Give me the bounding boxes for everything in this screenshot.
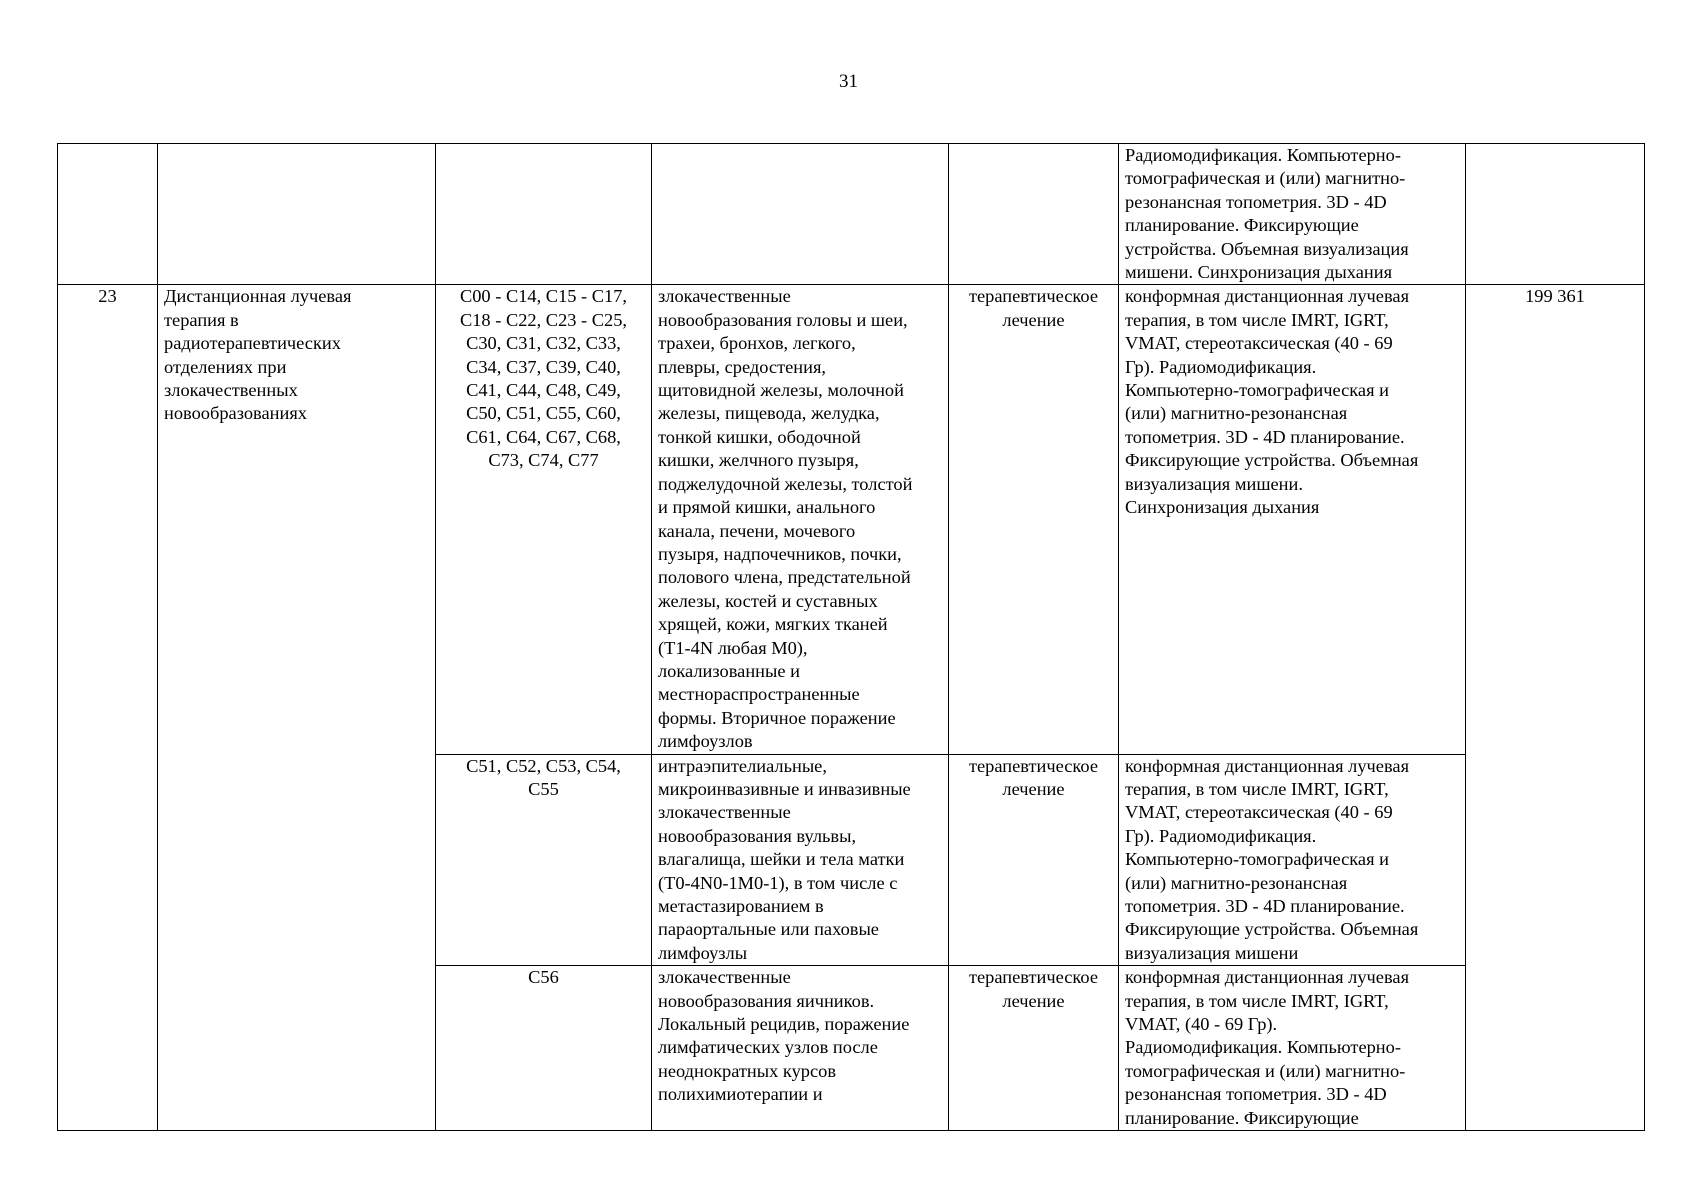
cell-treatment-empty xyxy=(949,144,1119,285)
cell-codes-empty xyxy=(436,144,652,285)
medical-care-table xyxy=(57,143,1645,1131)
cell-row-number: 23 xyxy=(58,285,158,1131)
cell-treatment-method: конформная дистанционная лучевая терапия, в том числе IMRT, IGRT, VMAT, стереотаксическая (40 - 69 Гр). Радиомодификация. Компьютерно-томографическая и (или) магнитно-резонансная топометрия. 3D - 4D планирование. Фиксирующие устройства. Объемная визуализация мишени. Синхронизация дыхания xyxy=(1119,285,1466,754)
cell-treatment-type: терапевтическое лечение xyxy=(949,966,1119,1131)
cell-icd-codes: C51, C52, C53, C54, C55 xyxy=(436,754,652,966)
table-row xyxy=(58,285,1645,754)
page-number: 31 xyxy=(839,71,858,92)
cell-icd-codes: C00 - C14, C15 - C17, C18 - C22, C23 - C25, C30, C31, C32, C33, C34, C37, C39, C40, C41, C44, C48, C49, C50, C51, C55, C60, C61, C64, C67, C68, C73, C74, C77 xyxy=(436,285,652,754)
cell-care-name: Дистанционная лучевая терапия в радиотерапевтических отделениях при злокачественных новообразованиях xyxy=(158,285,436,1131)
cell-treatment-type: терапевтическое лечение xyxy=(949,754,1119,966)
cell-treatment-method: конформная дистанционная лучевая терапия, в том числе IMRT, IGRT, VMAT, (40 - 69 Гр). Радиомодификация. Компьютерно- томографическая и (или) магнитно- резонансная топометрия. 3D - 4D планирование. Фиксирующие xyxy=(1119,966,1466,1131)
table-row-continuation xyxy=(58,144,1645,285)
cell-treatment-type: терапевтическое лечение xyxy=(949,285,1119,754)
cell-treatment-method: конформная дистанционная лучевая терапия, в том числе IMRT, IGRT, VMAT, стереотаксическая (40 - 69 Гр). Радиомодификация. Компьютерно-томографическая и (или) магнитно-резонансная топометрия. 3D - 4D планирование. Фиксирующие устройства. Объемная визуализация мишени xyxy=(1119,754,1466,966)
cell-icd-codes: C56 xyxy=(436,966,652,1131)
cell-method: Радиомодификация. Компьютерно- томографическая и (или) магнитно- резонансная топометрия. 3D - 4D планирование. Фиксирующие устройства. Объемная визуализация мишени. Синхронизация дыхания xyxy=(1119,144,1466,285)
cell-patient-model: злокачественные новообразования головы и шеи, трахеи, бронхов, легкого, плевры, средостения, щитовидной железы, молочной железы, пищевода, желудка, тонкой кишки, ободочной кишки, желчного пузыря, поджелудочной железы, толстой и прямой кишки, анального канала, печени, мочевого пузыря, надпочечников, почки, полового члена, предстательной железы, костей и суставных хрящей, кожи, мягких тканей (T1-4N любая M0), локализованные и местнораспространенные формы. Вторичное поражение лимфоузлов xyxy=(652,285,949,754)
cell-cost-empty xyxy=(1466,144,1645,285)
cell-patient-model: злокачественные новообразования яичников. Локальный рецидив, поражение лимфатических узлов после неоднократных курсов полихимиотерапии и xyxy=(652,966,949,1131)
cell-cost: 199 361 xyxy=(1466,285,1645,1131)
cell-number-empty xyxy=(58,144,158,285)
cell-model-empty xyxy=(652,144,949,285)
cell-patient-model: интраэпителиальные, микроинвазивные и инвазивные злокачественные новообразования вульвы, влагалища, шейки и тела матки (T0-4N0-1M0-1), в том числе с метастазированием в параортальные или паховые лимфоузлы xyxy=(652,754,949,966)
cell-name-empty xyxy=(158,144,436,285)
